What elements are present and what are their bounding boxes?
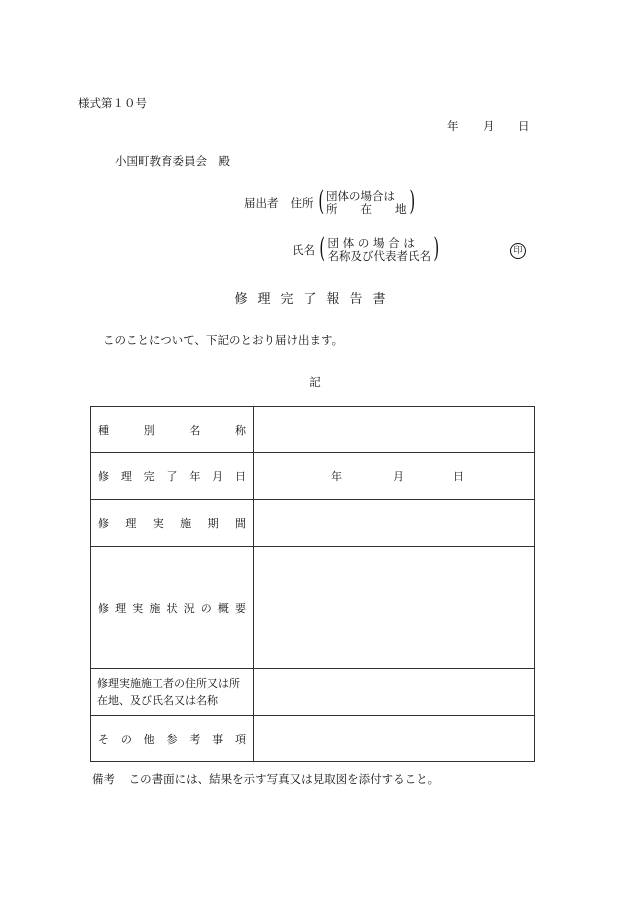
table-row bbox=[91, 547, 535, 669]
label-char: 名 bbox=[189, 423, 201, 437]
open-paren: ( bbox=[319, 233, 326, 264]
value-repair-period[interactable] bbox=[254, 500, 535, 547]
row-label-contractor bbox=[91, 669, 254, 716]
report-date bbox=[447, 118, 459, 134]
label-line-2: 在地、及び氏名又は名称 bbox=[97, 694, 218, 707]
label-char: の bbox=[120, 732, 132, 746]
row-label-type-name bbox=[91, 407, 254, 453]
label-char: 月 bbox=[212, 470, 224, 483]
notifier-label: 届出者 bbox=[244, 196, 279, 210]
report-date-month bbox=[483, 118, 495, 134]
label-char: 要 bbox=[235, 601, 246, 615]
date-month: 月 bbox=[483, 119, 495, 133]
open-paren: ( bbox=[317, 186, 324, 217]
address-label: 住所 bbox=[290, 196, 314, 210]
label-char: 了 bbox=[166, 470, 178, 483]
row-label-repair-period bbox=[91, 500, 254, 547]
value-contractor[interactable] bbox=[254, 669, 535, 716]
name-note-line-1: 団 体 の 場 合 は bbox=[327, 236, 415, 250]
date-year: 年 bbox=[447, 119, 459, 133]
label-char: の bbox=[200, 601, 212, 615]
value-type-name[interactable] bbox=[254, 407, 535, 453]
label-char: 理 bbox=[115, 601, 127, 615]
report-table bbox=[90, 406, 535, 762]
label-line-1: 修理実施施工者の住所又は所 bbox=[97, 677, 240, 690]
label-char: 参 bbox=[166, 732, 178, 746]
table-row bbox=[91, 500, 535, 547]
label-char: 完 bbox=[143, 470, 155, 483]
label-char: 項 bbox=[234, 732, 246, 746]
label-char: 理 bbox=[125, 517, 137, 530]
remarks-text: この書面には、結果を示す写真又は見取図を添付すること。 bbox=[128, 772, 440, 786]
row-label-other-notes bbox=[91, 716, 254, 762]
row-label-completion-date bbox=[91, 453, 254, 500]
label-char: 施 bbox=[149, 601, 161, 615]
label-char: 状 bbox=[166, 601, 178, 615]
table-row bbox=[91, 453, 535, 500]
remarks bbox=[92, 771, 439, 787]
report-date-day bbox=[518, 118, 530, 134]
label-char: 期 bbox=[207, 517, 219, 530]
seal-mark: 印 bbox=[510, 243, 526, 259]
table-row bbox=[91, 407, 535, 453]
name-note bbox=[328, 237, 432, 263]
notifier-address-block bbox=[244, 186, 417, 217]
name-label: 氏名 bbox=[292, 243, 315, 257]
address-note-line-2: 所 在 地 bbox=[326, 202, 407, 216]
value-other-notes[interactable] bbox=[254, 716, 535, 762]
label-char: 概 bbox=[217, 601, 229, 615]
row-label-repair-summary bbox=[91, 547, 254, 669]
table-row bbox=[91, 716, 535, 762]
label-char: 別 bbox=[143, 423, 155, 437]
address-note-line-1: 団体の場合は bbox=[326, 189, 396, 203]
label-char: 間 bbox=[234, 517, 246, 530]
name-note-line-2: 名称及び代表者氏名 bbox=[327, 249, 432, 263]
table-row bbox=[91, 669, 535, 716]
label-char: 事 bbox=[212, 732, 224, 746]
addressee: 小国町教育委員会 殿 bbox=[115, 154, 230, 168]
label-char: 況 bbox=[183, 601, 195, 615]
close-paren: ) bbox=[433, 233, 440, 264]
label-char: 他 bbox=[143, 732, 155, 746]
ki-heading: 記 bbox=[309, 375, 321, 389]
label-char: 修 bbox=[98, 517, 109, 530]
date-day: 日 bbox=[453, 470, 464, 483]
value-repair-summary[interactable] bbox=[254, 547, 535, 669]
date-year: 年 bbox=[331, 470, 342, 483]
form-number: 様式第１０号 bbox=[78, 96, 147, 110]
label-char: 理 bbox=[120, 470, 132, 483]
label-char: 修 bbox=[98, 470, 109, 483]
label-char: 称 bbox=[234, 423, 246, 437]
name-block bbox=[292, 233, 442, 264]
label-char: 実 bbox=[152, 517, 164, 530]
document-title: 修理完了報告書 bbox=[234, 292, 396, 307]
value-completion-date[interactable] bbox=[254, 453, 535, 500]
date-day: 日 bbox=[518, 119, 530, 133]
label-char: 日 bbox=[234, 470, 246, 483]
label-char: 考 bbox=[189, 732, 201, 746]
date-month: 月 bbox=[393, 470, 404, 483]
close-paren: ) bbox=[408, 186, 415, 217]
label-char: 年 bbox=[189, 470, 201, 483]
label-char: 種 bbox=[98, 423, 109, 437]
label-char: そ bbox=[98, 732, 109, 746]
label-char: 実 bbox=[132, 601, 144, 615]
label-char: 修 bbox=[98, 601, 109, 615]
intro-text: このことについて、下記のとおり届け出ます。 bbox=[103, 333, 344, 347]
label-char: 施 bbox=[180, 517, 192, 530]
remarks-label: 備考 bbox=[92, 772, 115, 786]
address-note bbox=[326, 190, 407, 216]
